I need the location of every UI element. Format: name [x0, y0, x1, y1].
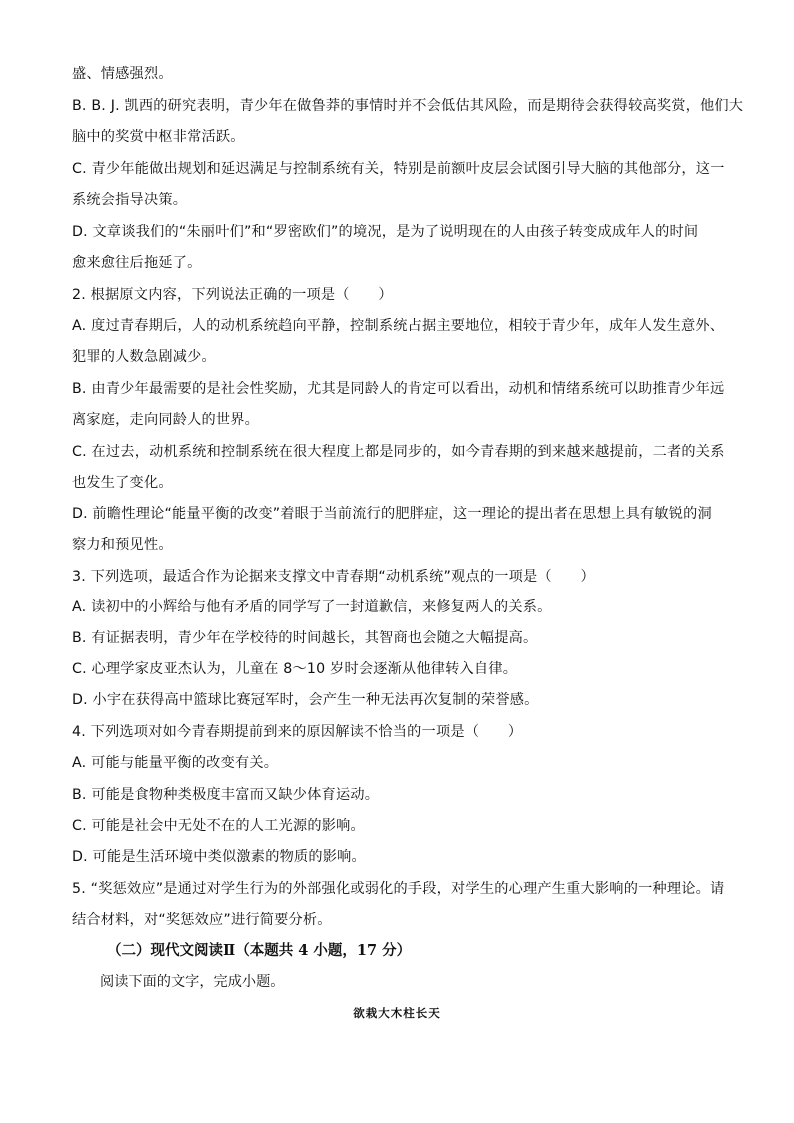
text-line: D. 可能是生活环境中类似激素的物质的影响。 [72, 849, 366, 865]
text-line: B. 由青少年最需要的是社会性奖励，尤其是同龄人的肯定可以看出，动机和情绪系统可以助推青少年远 [72, 381, 725, 397]
text-line: C. 在过去，动机系统和控制系统在很大程度上都是同步的，如今青春期的到来越来越提前，二者的关系 [72, 444, 725, 460]
text-line: C. 可能是社会中无处不在的人工光源的影响。 [72, 818, 365, 834]
question-5: 5. “奖惩效应”是通过对学生行为的外部强化或弱化的手段，对学生的心理产生重大影响的一种理论。请 [72, 881, 725, 897]
text-line: 愈来愈往后拖延了。 [72, 255, 202, 271]
text-line: 离家庭，走向同龄人的世界。 [72, 412, 260, 428]
text-line: 脑中的奖赏中枢非常活跃。 [72, 129, 245, 145]
text-line: D. 文章谈我们的“朱丽叶们”和“罗密欧们”的境况，是为了说明现在的人由孩子转变成成年人的时间 [72, 224, 699, 240]
question-4: 4. 下列选项对如今青春期提前到来的原因解读不恰当的一项是（ ） [72, 724, 523, 740]
text-line: 犯罪的人数急剧减少。 [72, 349, 216, 365]
text-line: D. 小宇在获得高中篮球比赛冠军时，会产生一种无法再次复制的荣誉感。 [72, 692, 539, 708]
text-line: A. 可能与能量平衡的改变有关。 [72, 755, 279, 771]
question-2: 2. 根据原文内容，下列说法正确的一项是（ ） [72, 287, 393, 303]
text-line: 也发生了变化。 [72, 475, 173, 491]
text-line: B. 可能是食物种类极度丰富而又缺少体育运动。 [72, 787, 380, 803]
text-line: 察力和预见性。 [72, 537, 173, 553]
text-line: 系统会指导决策。 [72, 192, 188, 208]
text-line: D. 前瞻性理论“能量平衡的改变”着眼于当前流行的肥胖症，这一理论的提出者在思想上具有敏锐的洞 [72, 506, 712, 522]
text-line: A. 读初中的小辉给与他有矛盾的同学写了一封道歉信，来修复两人的关系。 [72, 599, 552, 615]
text-line: 盛、情感强烈。 [72, 66, 173, 82]
reading-instruction: 阅读下面的文字，完成小题。 [100, 974, 285, 990]
article-title: 欲栽大木柱长天 [353, 1006, 441, 1020]
text-line: C. 青少年能做出规划和延迟满足与控制系统有关，特别是前额叶皮层会试图引导大脑的其他部分，这一 [72, 161, 725, 177]
text-line: B. B. J. 凯西的研究表明，青少年在做鲁莽的事情时并不会低估其风险，而是期待会获得较高奖赏，他们大 [72, 98, 744, 114]
text-line: A. 度过青春期后，人的动机系统趋向平静，控制系统占据主要地位，相较于青少年，成年人发生意外、 [72, 318, 725, 334]
text-line: C. 心理学家皮亚杰认为，儿童在 8～10 岁时会逐渐从他律转入自律。 [72, 661, 518, 677]
section-heading: （二）现代文阅读Ⅱ（本题共 4 小题，17 分） [107, 942, 412, 959]
text-line: 结合材料，对“奖惩效应”进行简要分析。 [72, 912, 332, 928]
text-line: B. 有证据表明，青少年在学校待的时间越长，其智商也会随之大幅提高。 [72, 630, 538, 646]
question-3: 3. 下列选项，最适合作为论据来支撑文中青春期“动机系统”观点的一项是（ ） [72, 569, 595, 585]
